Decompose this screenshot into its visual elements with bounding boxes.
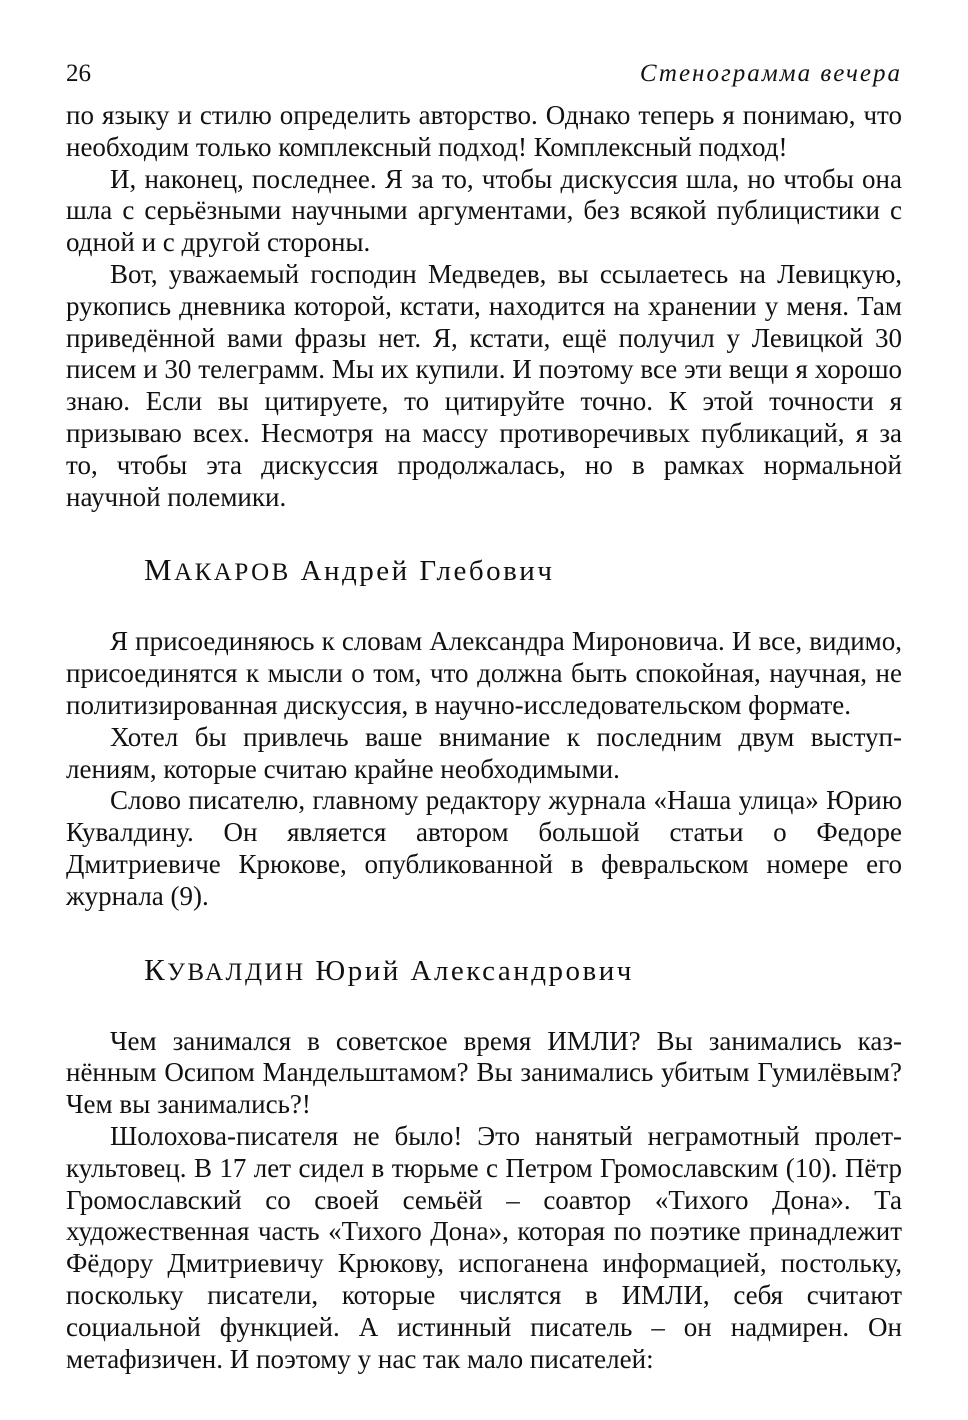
paragraph: Чем занимался в советское время ИМЛИ? Вы занимались казнённым Осипом Мандельштамом? Вы занимались убитым Гумилёвым? Чем вы занимались?! bbox=[66, 1025, 902, 1120]
running-title: Стенограмма вечера bbox=[639, 60, 902, 87]
page-number: 26 bbox=[66, 60, 91, 87]
paragraph: Слово писателю, главному редактору журнала «Наша улица» Юрию Кувалдину. Он является автором большой статьи о Федоре Дмитриевиче Крюкове, опубликованной в февральском номере его журнала (9). bbox=[66, 785, 902, 911]
page-header bbox=[66, 60, 902, 100]
text-section-3 bbox=[66, 1026, 902, 1376]
speaker-heading-kuvaldin bbox=[144, 953, 902, 990]
paragraph: Шолохова-писателя не было! Это нанятый неграмотный пролеткультовец. В 17 лет сидел в тюрьме с Петром Громославским (10). Пётр Громославский со своей семьёй – соавтор «Тихого Дона». Та художественная часть «Тихого Дона», которая по поэтике принадлежит Фёдору Дмитриевичу Крюкову, испоганена информацией, постольку, поскольку писатели, которые числятся в ИМЛИ, себя считают социальной функцией. А истинный писатель – он надмирен. Он метафизичен. И поэтому у нас так мало писателей: bbox=[66, 1120, 902, 1374]
paragraph: Вот, уважаемый господин Медведев, вы ссылаетесь на Левицкую, рукопись дневника которой, кстати, находится на хранении у меня. Там приведённой вами фразы нет. Я, кстати, ещё получил у Левицкой 30 писем и 30 телеграмм. Мы их купили. И поэтому все эти вещи я хорошо знаю. Если вы цитируете, то цитируйте точно. К этой точности я призываю всех. Несмотря на массу противоречивых публикаций, я за то, чтобы эта дискуссия продолжалась, но в рамках нормальной научной полемики. bbox=[66, 258, 902, 512]
text-section-2 bbox=[66, 626, 902, 912]
paragraph: по языку и стилю определить авторство. Однако теперь я понимаю, что необходим только комплексный подход! Комплексный подход! bbox=[66, 100, 902, 162]
speaker-surname-initial: М bbox=[144, 552, 175, 588]
book-page bbox=[66, 60, 902, 1375]
speaker-given-names: Андрей Глебович bbox=[300, 555, 555, 588]
speaker-surname-rest: УВАЛДИН bbox=[167, 958, 306, 986]
paragraph: Я присоединяюсь к словам Александра Мироновича. И все, видимо, присоединятся к мысли о том, что должна быть спокойная, научная, не политизированная дискуссия, в научно-исследовательском формате. bbox=[66, 626, 902, 720]
speaker-surname-rest: АКАРОВ bbox=[174, 559, 291, 587]
speaker-heading-makarov bbox=[144, 553, 902, 590]
text-section-1 bbox=[66, 100, 902, 513]
speaker-surname-initial: К bbox=[144, 951, 168, 987]
paragraph: Хотел бы привлечь ваше внимание к последним двум выступлениям, которые считаю крайне необходимыми. bbox=[66, 721, 902, 784]
paragraph: И, наконец, последнее. Я за то, чтобы дискуссия шла, но чтобы она шла с серьёзными научными аргументами, без всякой публицистики с одной и с другой стороны. bbox=[66, 163, 902, 258]
speaker-given-names: Юрий Александрович bbox=[315, 954, 634, 987]
